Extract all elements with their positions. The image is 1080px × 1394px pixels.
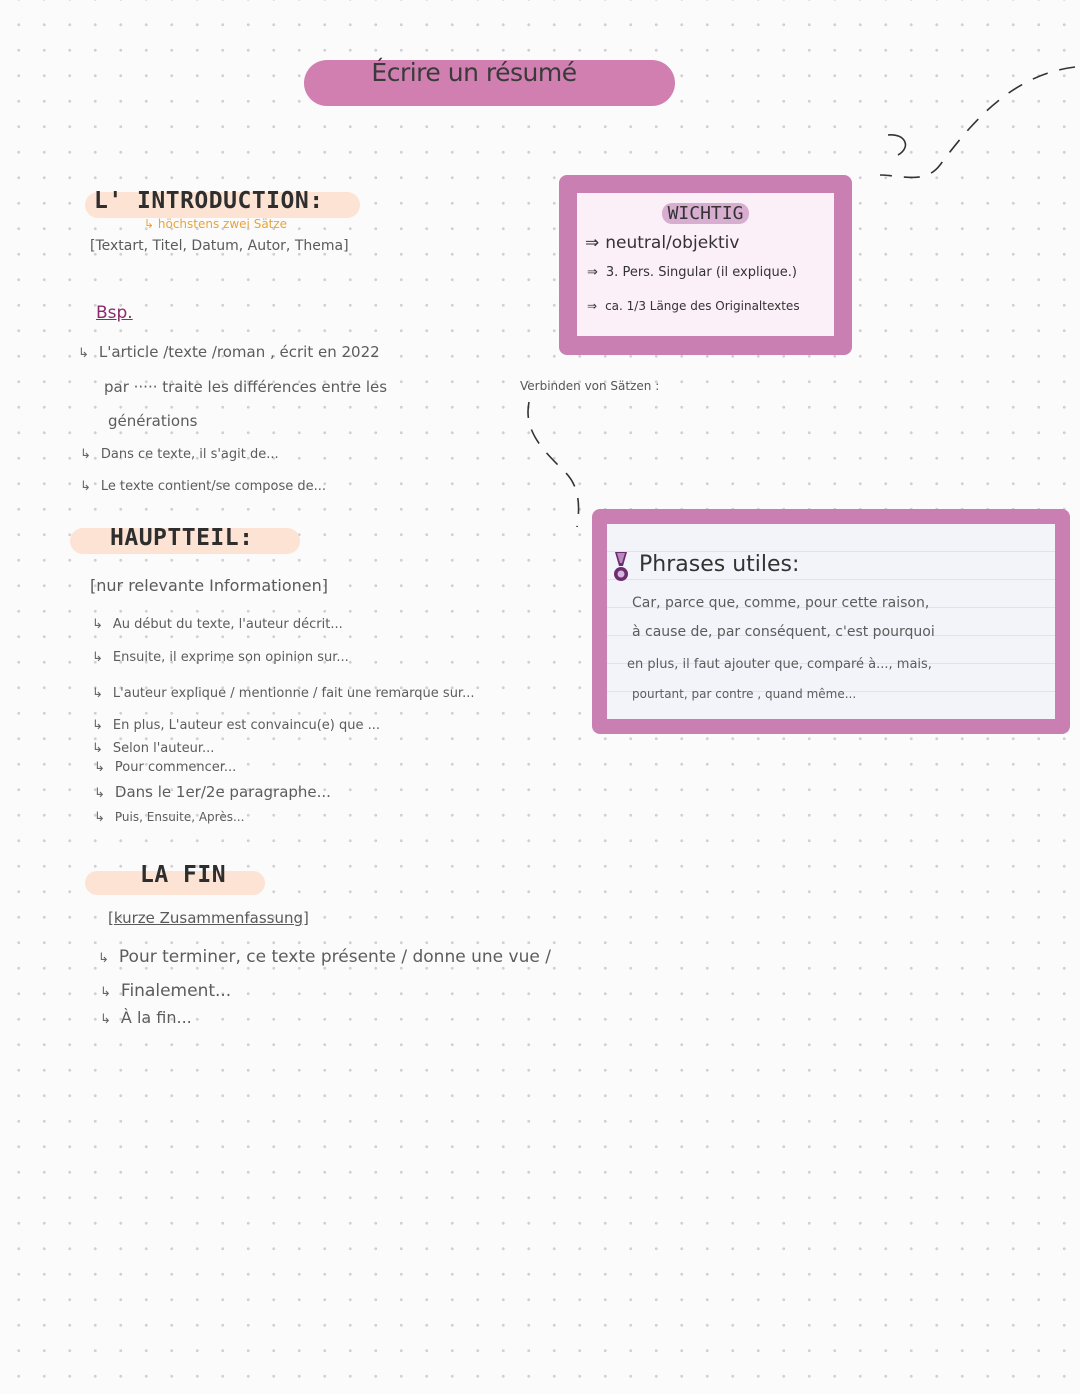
- intro-heading: L' INTRODUCTION:: [94, 188, 324, 214]
- hauptteil-line-text: Pour commencer...: [114, 760, 237, 775]
- double-arrow-icon: ⇒: [585, 233, 600, 253]
- double-arrow-icon: ⇒: [587, 299, 598, 313]
- arrow-icon: ↳: [80, 479, 91, 494]
- lafin-line-text: Finalement...: [120, 981, 232, 1001]
- phrases-box-inner: [607, 524, 1055, 719]
- dashed-curve-middle: [515, 392, 605, 532]
- lafin-line: [100, 1008, 192, 1027]
- hauptteil-line-text: Puis, Ensuite, Après...: [114, 810, 245, 824]
- intro-line: générations: [108, 412, 198, 430]
- phrases-line: en plus, il faut ajouter que, comparé à..., mais,: [627, 657, 932, 672]
- intro-subnote-text: höchstens zwei Sätze: [157, 217, 288, 231]
- hauptteil-line-text: Selon l'auteur...: [112, 741, 215, 756]
- lafin-line-text: À la fin...: [120, 1008, 192, 1027]
- phrases-line: à cause de, par conséquent, c'est pourquoi: [632, 624, 935, 640]
- hauptteil-line: [92, 718, 380, 733]
- arrow-icon: ↳: [98, 951, 109, 966]
- hauptteil-line: [92, 650, 349, 665]
- dashed-curve-top-right: [860, 55, 1080, 185]
- intro-line: [80, 479, 326, 494]
- medal-icon: [613, 550, 629, 588]
- wichtig-item: [587, 265, 797, 280]
- intro-bracket-text: Textart, Titel, Datum, Autor, Thema: [95, 238, 344, 254]
- intro-line-text: Dans ce texte, il s'agit de...: [100, 447, 279, 462]
- intro-subnote: ↳ höchstens zwei Sätze: [144, 217, 288, 231]
- lafin-bracket-text: kurze Zusammenfassung: [113, 909, 304, 927]
- hauptteil-line: [92, 617, 343, 632]
- double-arrow-icon: ⇒: [587, 265, 598, 280]
- arrow-icon: ↳: [94, 810, 105, 825]
- wichtig-box-inner: [577, 193, 834, 336]
- wichtig-label-row: [577, 203, 834, 224]
- hauptteil-line-text: Dans le 1er/2e paragraphe...: [114, 783, 331, 801]
- hauptteil-bracket-text: nur relevante Informationen: [96, 576, 322, 595]
- hauptteil-line: [92, 741, 214, 756]
- wichtig-item-text: 3. Pers. Singular (il explique.): [605, 265, 797, 280]
- lafin-bracket: [kurze Zusammenfassung]: [108, 909, 309, 927]
- arrow-icon: ↳: [92, 741, 103, 756]
- lafin-line: [98, 947, 551, 967]
- arrow-icon: ↳: [94, 760, 105, 775]
- verbinden-label: Verbinden von Sätzen :: [520, 379, 660, 393]
- wichtig-item-text: ca. 1/3 Länge des Originaltextes: [605, 299, 800, 313]
- phrases-line: Car, parce que, comme, pour cette raison,: [632, 595, 930, 611]
- phrases-title: Phrases utiles:: [639, 552, 800, 577]
- hauptteil-bracket: [nur relevante Informationen]: [90, 576, 329, 595]
- arrow-icon: ↳: [100, 985, 111, 1000]
- hauptteil-heading: HAUPTTEIL:: [110, 525, 254, 551]
- phrases-line: pourtant, par contre , quand même...: [632, 687, 857, 701]
- intro-line-text: Le texte contient/se compose de...: [100, 479, 327, 494]
- intro-line: [78, 343, 380, 361]
- lafin-line: [100, 981, 231, 1001]
- hauptteil-line-text: Ensuite, il exprime son opinion sur...: [112, 650, 349, 665]
- wichtig-item: [587, 299, 800, 313]
- example-label: Bsp.: [96, 303, 133, 323]
- arrow-icon: ↳: [100, 1012, 111, 1027]
- intro-line: par ····· traite les différences entre les: [104, 378, 388, 396]
- phrases-box: [592, 509, 1070, 734]
- intro-bracket: [Textart, Titel, Datum, Autor, Thema]: [90, 238, 349, 254]
- hauptteil-line-text: En plus, L'auteur est convaincu(e) que ...: [112, 718, 380, 733]
- hauptteil-line: [94, 783, 331, 801]
- hauptteil-line: [92, 686, 474, 701]
- arrow-icon: ↳: [94, 786, 105, 801]
- intro-line-text: L'article /texte /roman , écrit en 2022: [98, 343, 380, 361]
- wichtig-item-text: neutral/objektiv: [605, 233, 740, 253]
- arrow-icon: ↳: [92, 617, 103, 632]
- arrow-icon: ↳: [92, 718, 103, 733]
- lafin-line-text: Pour terminer, ce texte présente / donne une vue /: [118, 947, 551, 967]
- arrow-icon: ↳: [92, 650, 103, 665]
- arrow-icon: ↳: [80, 447, 91, 462]
- lafin-heading: LA FIN: [140, 862, 227, 888]
- hauptteil-line: [94, 810, 244, 825]
- page-title: Écrire un résumé: [371, 58, 577, 87]
- wichtig-box: [559, 175, 852, 355]
- hauptteil-line: [94, 760, 236, 775]
- arrow-icon: ↳: [92, 686, 103, 701]
- hauptteil-line-text: Au début du texte, l'auteur décrit...: [112, 617, 343, 632]
- hauptteil-line-text: L'auteur explique / mentionne / fait une remarque sur...: [112, 686, 475, 701]
- wichtig-label: WICHTIG: [662, 203, 750, 224]
- arrow-icon: ↳: [78, 346, 89, 361]
- wichtig-item: [585, 233, 739, 253]
- intro-line: [80, 447, 279, 462]
